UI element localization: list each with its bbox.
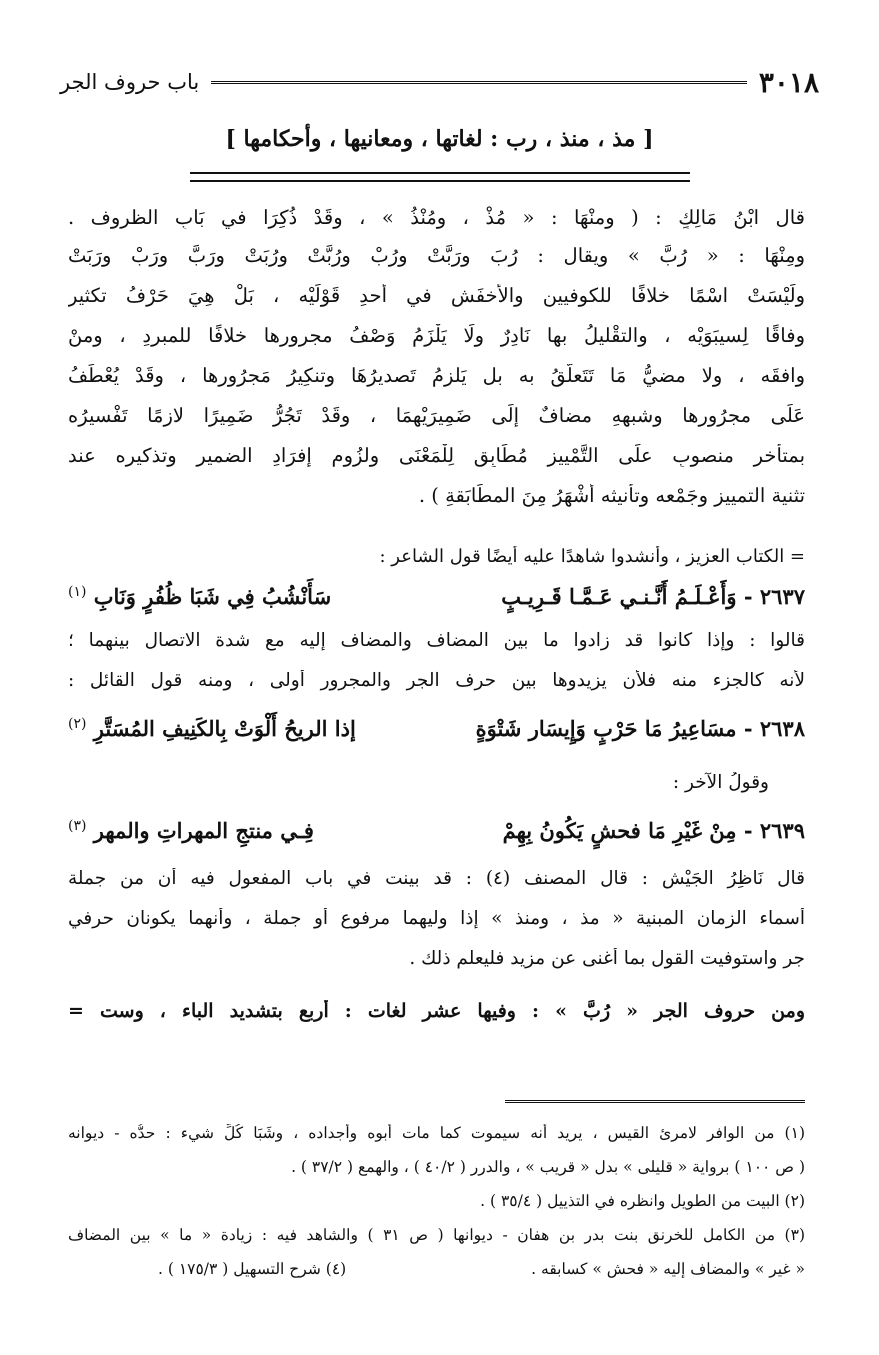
- continuation-line: = الكتاب العزيز ، وأنشدوا شاهدًا عليه أيضًا قول الشاعر :: [379, 546, 805, 567]
- footnote-4: (٤) شرح التسهيل ( ١٧٥/٣ ) .: [158, 1260, 347, 1278]
- verse-hemistich-1: ٢٦٣٩ - مِنْ غَيْرِ مَا فحشٍ يَكُونُ بِهِمْ: [502, 818, 805, 843]
- verse-2638: [68, 716, 805, 741]
- footnote-3-tail: « غير » والمضاف إليه « فحش » كسابقه .: [531, 1260, 805, 1278]
- footnote-ref: (١): [68, 584, 87, 600]
- body-line: قال ابْنُ مَالِكٍ : ( ومنْهَا : « مُذْ ، ومُنْذُ » ، وقَدْ ذُكِرَا في بَابِ الظروف .: [68, 206, 805, 229]
- footnote-line-split: [68, 1260, 805, 1278]
- body-line: ومن حروف الجر « رُبَّ » : وفيها عشر لغات : أربع بتشديد الباء ، وست =: [68, 1000, 805, 1022]
- body-line: وافقَه ، ولا مضيُّ مَا تَتَعلَّقُ به بل يَلزمُ تَصديرُهَا وتنكِيرُ مَجرُورها ، وقَدْ يُعْطَفُ: [68, 364, 805, 387]
- verse-hemistich-2: [68, 818, 314, 843]
- page-number: ٣٠١٨: [758, 65, 819, 99]
- verse-hemistich-2-text: إذا الريحُ أَلْوَتْ بِالكَنِيفِ المُسَتَّرِ: [93, 716, 356, 741]
- body-line: وفاقًا لِسيبَوَيْه ، والتقْليلُ بها نَادِرٌ ولَا يَلْزَمُ وَصْفُ مجرورها خلافًا للمبردِ ، ومنْ: [68, 324, 805, 347]
- body-line: عَلَى مجرُورها وشبهِهِ مضافٌ إِلَى ضَمِيرَيْهِمَا ، وقَدْ تَجُرُّ ضَمِيرًا لازمًا تَفْسيرُه: [68, 404, 805, 427]
- body-line: ولَيْسَتْ اسْمًا خلافًا للكوفيين والأخفَشِ في أحدِ قَوْلَيْه ، بَلْ هِيَ حَرْفُ تكثير: [68, 284, 805, 307]
- footnote-ref: (٢): [68, 716, 87, 732]
- body-line: جر واستوفيت القول بما أغنى عن مزيد فليعلم ذلك .: [409, 948, 805, 969]
- verse-hemistich-2-text: سَأَنْشُبُ فِي شَبَا ظُفُرٍ وَنَابِ: [93, 584, 332, 609]
- footnote-line: (١) من الوافر لامرئ القيس ، يريد أنه سيموت كما مات أبوه وأجداده ، وشَبَا كُلِّ شيء : حدُّه - ديوانه: [68, 1124, 805, 1142]
- verse-hemistich-2: [68, 716, 356, 741]
- body-line: ومِنْهَا : « رُبَّ » ويقال : رُبَ ورَبَّتْ ورُبْ ورُبَّتْ ورُبَتْ ورَبَّ ورَبْ ورَبَتْ: [68, 244, 805, 267]
- verse-2637: [68, 584, 805, 609]
- footnote-line: (٣) من الكامل للخرنق بنت بدر بن هفان - ديوانها ( ص ٣١ ) والشاهد فيه : زيادة « ما » بين المضاف: [68, 1226, 805, 1244]
- footnote-line: (٢) البيت من الطويل وانظره في التذييل ( ٣٥/٤ ) .: [480, 1192, 805, 1210]
- body-line: لأنه كالجزء منه فلأن يزيدوها بين حرف الجر والمجرور أولى ، ومنه قول القائل :: [68, 670, 805, 691]
- body-line: تثنية التمييزِ وجَمْعه وتأنيثه أَشْهَرُ مِنَ المطَابَقةِ ) .: [418, 484, 805, 507]
- verse-2639: [68, 818, 805, 843]
- page-header: [60, 62, 819, 102]
- body-line: قال نَاظِرُ الجَيْشِ : قال المصنف (٤) : قد بينت في باب المفعول فيه أن من جملة: [68, 868, 805, 889]
- footnote-ref: (٣): [68, 818, 87, 834]
- verse-hemistich-1: ٢٦٣٨ - مسَاعِيرُ مَا حَرْبٍ وَإِيسَار شَتْوَةٍ: [475, 716, 805, 741]
- verse-hemistich-2: [68, 584, 331, 609]
- header-rule: [211, 81, 747, 84]
- section-title-rule: [190, 172, 690, 182]
- body-line: أسماء الزمان المبنية « مذ ، ومنذ » إذا وليهما مرفوع أو جملة ، وأنهما يكونان حرفي: [68, 908, 805, 929]
- section-title: [ مذ ، منذ ، رب : لغاتها ، ومعانيها ، وأحكامها ]: [225, 126, 654, 152]
- verse-hemistich-1: ٢٦٣٧ - وَأَعْـلَـمُ أَنَّـنـي عَـمَّـا قَـرِيـبٍ: [501, 584, 805, 609]
- footnote-rule: [505, 1100, 805, 1103]
- verse-hemistich-2-text: فِـي منتجِ المهراتِ والمهر: [93, 818, 314, 843]
- body-line: بمتأخرٍ منصوبٍ علَى التَّمْييزِ مُطَابِقٍ لِلْمَعْنَى ولزُوم إفرَادِ الضميرِ وتذكيره عند: [68, 444, 805, 467]
- running-title: باب حروف الجر: [60, 70, 200, 94]
- body-line: وقولُ الآخر :: [672, 772, 769, 793]
- body-line: قالوا : وإذا كانوا قد زادوا ما بين المضاف والمضاف إليه مع شدة الاتصال بينهما ؛: [68, 630, 805, 651]
- footnote-line: ( ص ١٠٠ ) برواية « قليلى » بدل « قريب » ، والدرر ( ٤٠/٢ ) ، والهمع ( ٣٧/٢ ) .: [291, 1158, 805, 1176]
